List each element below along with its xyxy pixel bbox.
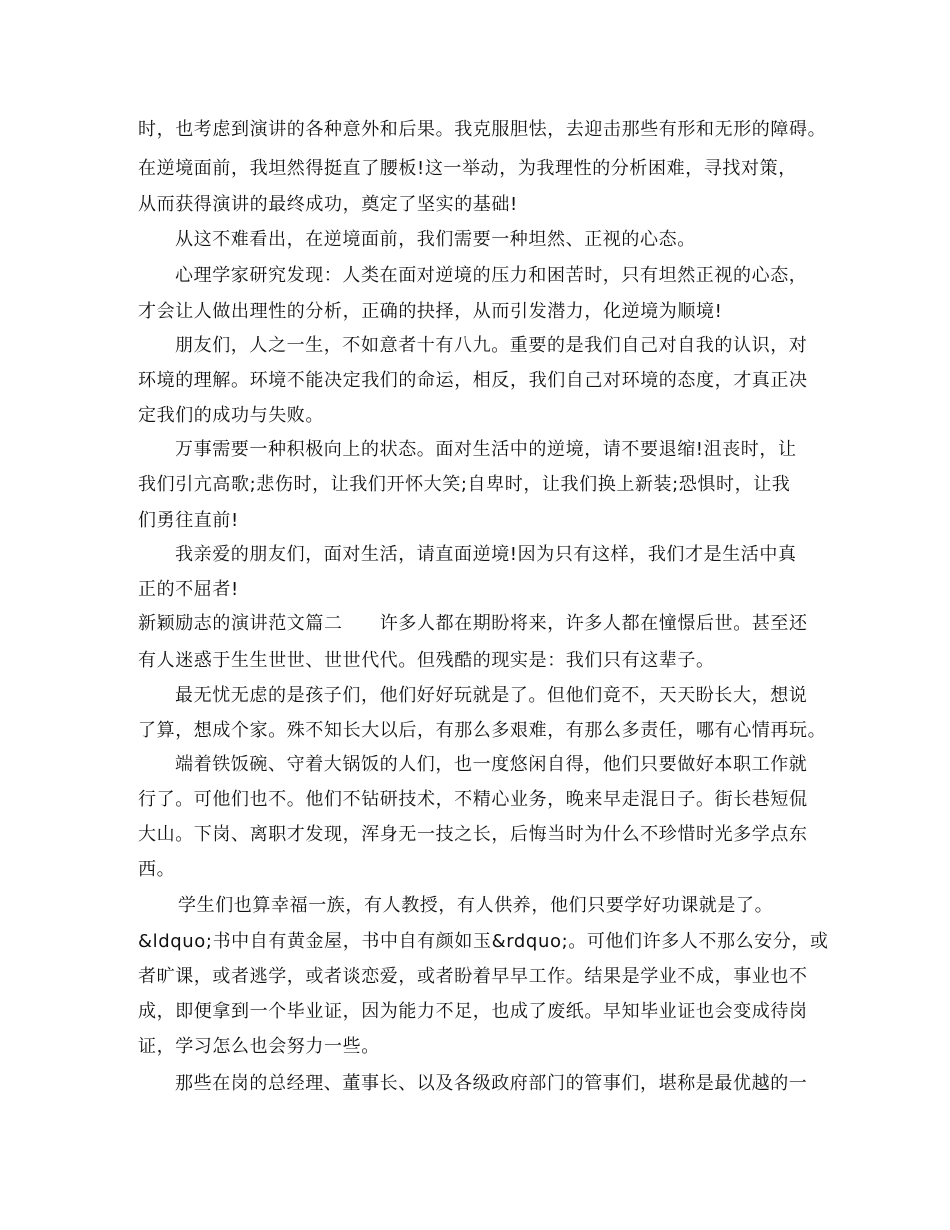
text-line: 从而获得演讲的最终成功，奠定了坚实的基础! bbox=[138, 194, 518, 215]
text-line: 那些在岗的总经理、董事长、以及各级政府部门的管事们，堪称是最优越的一 bbox=[175, 1073, 808, 1094]
text-line: &ldquo;书中自有黄金屋，书中自有颜如玉&rdquo;。可他们许多人不那么安分，或 bbox=[138, 931, 829, 952]
text-line: 我亲爱的朋友们，面对生活，请直面逆境!因为只有这样，我们才是生活中真 bbox=[175, 544, 797, 565]
text-line: 万事需要一种积极向上的状态。面对生活中的逆境，请不要退缩!沮丧时，让 bbox=[175, 439, 797, 460]
text-line: 心理学家研究发现：人类在面对逆境的压力和困苦时，只有坦然正视的心态， bbox=[175, 265, 808, 286]
text-line: 定我们的成功与失败。 bbox=[138, 405, 324, 426]
section-heading-line: 新颖励志的演讲范文篇二 许多人都在期盼将来，许多人都在憧憬后世。甚至还 bbox=[138, 613, 808, 634]
text-line: 西。 bbox=[138, 859, 176, 880]
text-line: 证，学习怎么也会努力一些。 bbox=[138, 1036, 380, 1057]
text-line: 最无忧无虑的是孩子们，他们好好玩就是了。但他们竟不，天天盼长大，想说 bbox=[175, 685, 808, 706]
text-line: 们勇往直前! bbox=[138, 510, 239, 531]
text-line: 有人迷惑于生生世世、世世代代。但残酷的现实是：我们只有这辈子。 bbox=[138, 650, 715, 671]
text-line: 大山。下岗、离职才发现，浑身无一技之长，后悔当时为什么不珍惜时光多学点东 bbox=[138, 824, 808, 845]
text-line: 正的不屈者! bbox=[138, 579, 239, 600]
text-line: 才会让人做出理性的分析，正确的抉择，从而引发潜力，化逆境为顺境! bbox=[138, 301, 723, 322]
text-line: 环境的理解。环境不能决定我们的命运，相反，我们自己对环境的态度，才真正决 bbox=[138, 370, 808, 391]
text-line: 端着铁饭碗、守着大锅饭的人们，也一度悠闲自得，他们只要做好本职工作就 bbox=[175, 754, 808, 775]
text-line: 从这不难看出，在逆境面前，我们需要一种坦然、正视的心态。 bbox=[175, 229, 696, 250]
text-line: 在逆境面前，我坦然得挺直了腰板!这一举动，为我理性的分析困难，寻找对策， bbox=[138, 158, 797, 179]
text-line: 我们引亢高歌;悲伤时，让我们开怀大笑;自卑时，让我们换上新装;恐惧时，让我 bbox=[138, 474, 791, 495]
text-line: 行了。可他们也不。他们不钻研技术，不精心业务，晚来早走混日子。街长巷短侃 bbox=[138, 789, 808, 810]
text-line: 者旷课，或者逃学，或者谈恋爱，或者盼着早早工作。结果是学业不成，事业也不 bbox=[138, 966, 808, 987]
text-line: 朋友们，人之一生，不如意者十有八九。重要的是我们自己对自我的认识，对 bbox=[175, 335, 808, 356]
text-line: 学生们也算幸福一族，有人教授，有人供养，他们只要学好功课就是了。 bbox=[178, 895, 774, 916]
text-line: 成，即便拿到一个毕业证，因为能力不足，也成了废纸。早知毕业证也会变成待岗 bbox=[138, 1001, 808, 1022]
text-line: 时，也考虑到演讲的各种意外和后果。我克服胆怯，去迎击那些有形和无形的障碍。 bbox=[138, 119, 827, 140]
text-line: 了算，想成个家。殊不知长大以后，有那么多艰难，有那么多责任，哪有心情再玩。 bbox=[138, 720, 827, 741]
